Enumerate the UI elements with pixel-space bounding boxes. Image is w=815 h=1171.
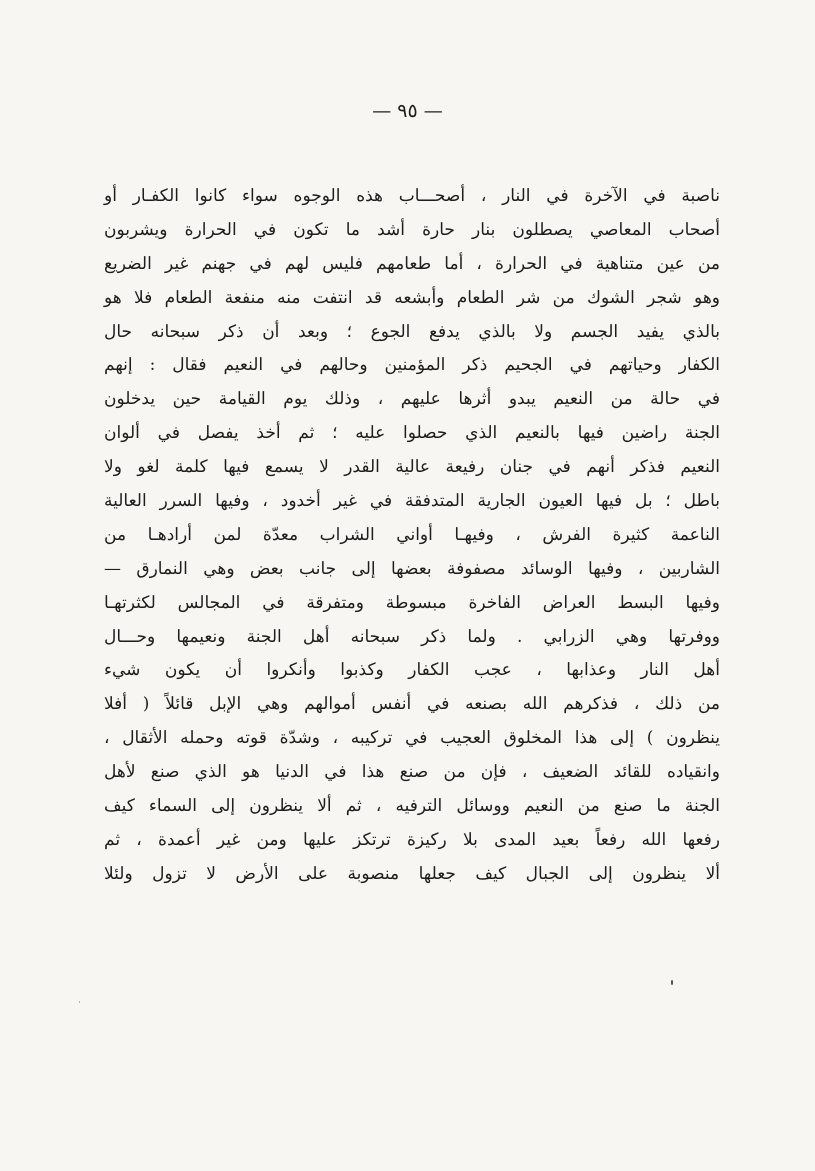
body-text [104, 180, 720, 892]
text-line: وفيها البسط العراض الفاخرة مبسوطة ومتفرقة في المجالس لكثرتهـا [104, 592, 720, 613]
text-line: الشاربين ، وفيها الوسائد مصفوفة بعضها إلى جانب بعض وهي النمارق — [104, 558, 720, 579]
text-line: الناعمة كثيرة الفرش ، وفيهـا أواني الشراب معدّة لمن أرادهـا من [104, 524, 720, 545]
text-line: ألا ينظرون إلى الجبال كيف جعلها منصوبة على الأرض لا تزول ولئلا [104, 863, 720, 884]
scan-speck [671, 980, 673, 985]
text-line: باطل ؛ بل فيها العيون الجارية المتدفقة في غير أخدود ، وفيها السرر العالية [104, 491, 720, 512]
text-line: الكفار وحياتهم في الجحيم ذكر المؤمنين وحالهم في النعيم فقال : إنهم [104, 355, 720, 376]
text-line: النعيم فذكر أنهم في جنان رفيعة عالية القدر لا يسمع فيها كلمة لغو ولا [104, 457, 720, 478]
text-line: الجنة ما صنع من النعيم ووسائل الترفيه ، ثم ألا ينظرون إلى السماء كيف [104, 796, 720, 817]
text-line: بالذي يفيد الجسم ولا بالذي يدفع الجوع ؛ وبعد أن ذكر سبحانه حال [104, 321, 720, 342]
text-line: ينظرون ) إلى هذا المخلوق العجيب في تركيبه ، وشدّة قوته وحمله الأثقال ، [104, 728, 720, 749]
text-line: وهو شجر الشوك من شر الطعام وأبشعه قد انتفت منه منفعة الطعام فلا هو [104, 287, 720, 308]
text-line: من عين متناهية في الحرارة ، أما طعامهم فليس لهم في جهنم غير الضريع [104, 253, 720, 274]
text-line: من ذلك ، فذكرهم الله بصنعه في أنفس أموالهم وهي الإبل قائلاً ( أفلا [104, 694, 720, 715]
text-line: الجنة راضين فيها بالنعيم الذي حصلوا عليه ؛ ثم أخذ يفصل في ألوان [104, 423, 720, 444]
scan-speck [79, 1001, 80, 1003]
text-line: ناصبة في الآخرة في النار ، أصحـــاب هذه الوجوه سواء كانوا الكفـار أو [104, 186, 720, 206]
page-number: — ٩٥ — [372, 100, 443, 122]
text-line: في حالة من النعيم يبدو أثرها عليهم ، وذلك يوم القيامة حين يدخلون [104, 389, 720, 410]
text-line: رفعها الله رفعاً بعيد المدى بلا ركيزة ترتكز عليها ومن غير أعمدة ، ثم [104, 829, 720, 850]
text-line: أهل النار وعذابها ، عجب الكفار وكذبوا وأنكروا أن يكون شيء [104, 660, 720, 681]
text-line: أصحاب المعاصي يصطلون بنار حارة أشد ما تكون في الحرارة ويشربون [104, 219, 720, 240]
text-line: وانقياده للقائد الضعيف ، فإن من صنع هذا في الدنيا هو الذي صنع لأهل [104, 762, 720, 783]
text-line: ووفرتها وهي الزرابي . ولما ذكر سبحانه أهل الجنة ونعيمها وحـــال [104, 626, 720, 647]
